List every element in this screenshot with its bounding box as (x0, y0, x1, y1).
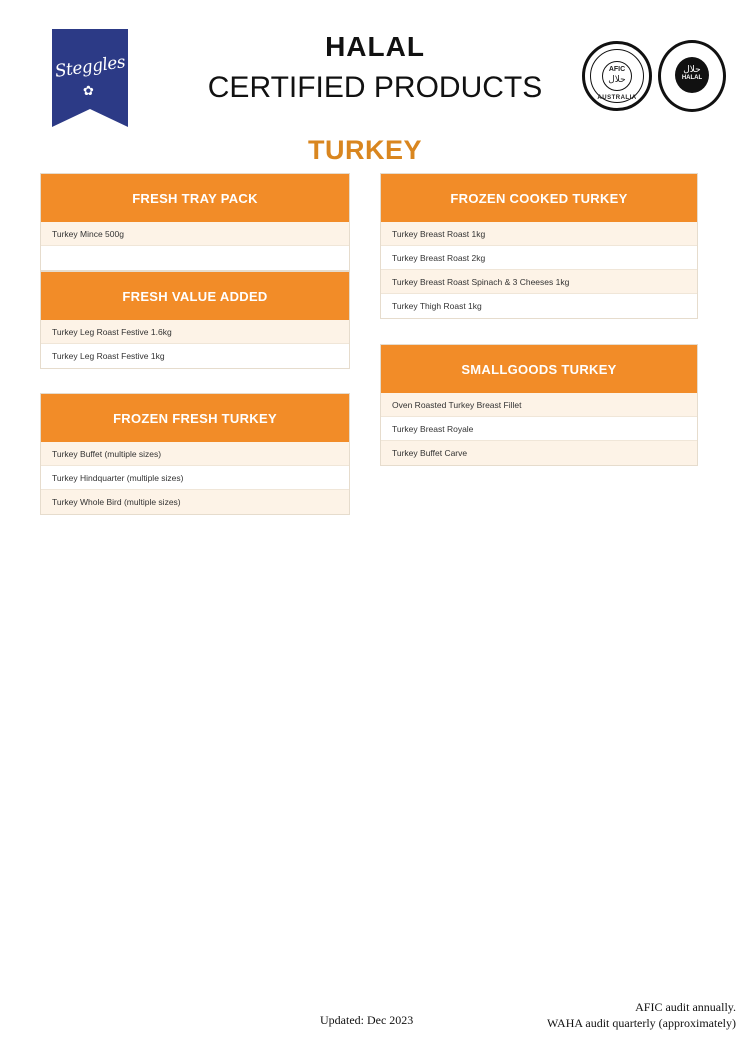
panel-body (381, 393, 697, 465)
product-row: Turkey Breast Royale (381, 417, 697, 441)
product-row: Turkey Breast Roast 1kg (381, 222, 697, 246)
afic-seal-country: AUSTRALIA (597, 95, 637, 101)
product-row: Turkey Breast Roast Spinach & 3 Cheeses 1kg (381, 270, 697, 294)
panel-frozen-cooked-turkey (380, 173, 698, 319)
panel-heading: SMALLGOODS TURKEY (381, 345, 697, 393)
title-halal: HALAL (325, 31, 425, 62)
waha-seal-word: HALAL (681, 75, 703, 81)
product-row: Turkey Whole Bird (multiple sizes) (41, 490, 349, 514)
updated-date: Updated: Dec 2023 (320, 1013, 414, 1027)
panel-smallgoods-turkey (380, 344, 698, 466)
waha-seal-center (675, 57, 709, 93)
product-row: Turkey Mince 500g (41, 222, 349, 246)
panel-body (41, 320, 349, 368)
title-certified-products: CERTIFIED PRODUCTS (207, 71, 543, 104)
audit-note (547, 999, 736, 1031)
page-title (180, 30, 570, 106)
audit-note-afic: AFIC audit annually. (635, 1000, 736, 1014)
panel-heading: FROZEN FRESH TURKEY (41, 394, 349, 442)
product-row: Turkey Leg Roast Festive 1kg (41, 344, 349, 368)
afic-seal-center (602, 61, 632, 91)
steggles-logo (52, 29, 128, 127)
product-row: Turkey Buffet Carve (381, 441, 697, 465)
panel-body (41, 442, 349, 514)
product-row: Turkey Leg Roast Festive 1.6kg (41, 320, 349, 344)
product-row: Turkey Buffet (multiple sizes) (41, 442, 349, 466)
panel-fresh-value-added (40, 271, 350, 369)
product-row-empty (41, 246, 349, 270)
product-row: Turkey Thigh Roast 1kg (381, 294, 697, 318)
product-row: Oven Roasted Turkey Breast Fillet (381, 393, 697, 417)
panel-heading: FRESH TRAY PACK (41, 174, 349, 222)
rooster-icon: ✿ (83, 83, 94, 98)
waha-seal-arabic: حلال (683, 64, 701, 74)
product-row: Turkey Breast Roast 2kg (381, 246, 697, 270)
panel-frozen-fresh-turkey (40, 393, 350, 515)
panel-fresh-tray-pack (40, 173, 350, 271)
afic-seal-word: AFIC (608, 66, 626, 73)
afic-seal (582, 41, 652, 111)
waha-seal (658, 40, 726, 112)
audit-note-waha: WAHA audit quarterly (approximately) (547, 1016, 736, 1030)
product-row: Turkey Hindquarter (multiple sizes) (41, 466, 349, 490)
section-title: TURKEY (307, 135, 422, 165)
panel-body (41, 222, 349, 270)
panel-body (381, 222, 697, 318)
panel-heading: FRESH VALUE ADDED (41, 272, 349, 320)
afic-seal-arabic: حلال (608, 74, 626, 84)
panel-heading: FROZEN COOKED TURKEY (381, 174, 697, 222)
brand-name: Steggles (53, 52, 127, 82)
